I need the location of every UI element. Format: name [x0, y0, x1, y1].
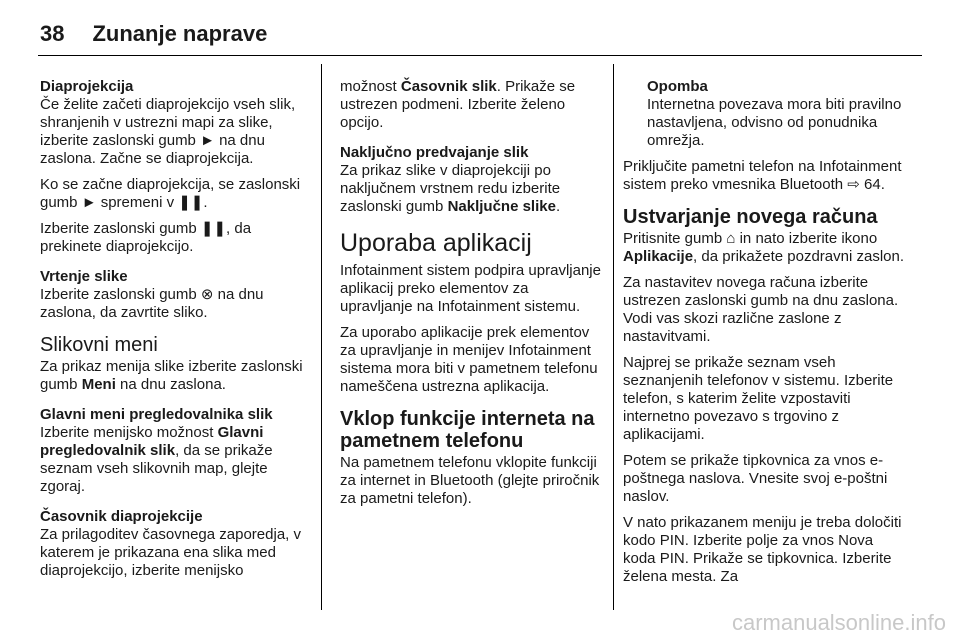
watermark: carmanualsonline.info [731, 610, 946, 635]
column-1 [40, 64, 312, 588]
paragraph: Na pametnem telefonu vklopite funkciji za internet in Bluetooth (glejte priročnik za pametni telefon). [340, 454, 600, 507]
note-text: Internetna povezava mora biti pravilno nastavljena, odvisno od ponudnika omrežja. [647, 96, 902, 149]
heading-slikovni-meni: Slikovni meni [40, 334, 158, 356]
paragraph: Če želite začeti diaprojekcijo vseh slik, shranjenih v ustrezni mapi za slike, izberite zaslonski gumb ► na dnu zaslona. Začne se diaprojekcija. [40, 96, 296, 167]
paragraph: Za nastavitev novega računa izberite ustrezen zaslonski gumb na dnu zaslona. Vodi vas skozi različne zaslone z nastavitvami. [623, 274, 899, 345]
paragraph: Najprej se prikaže seznam vseh seznanjenih telefonov v sistemu. Izberite telefon, s katerim želite vzpostaviti internetno povezavo s trgovino z aplikacijami. [623, 354, 894, 443]
column-2 [340, 64, 602, 516]
paragraph: Za prikaz slike v diaprojekciji po naključnem vrstnem redu izberite zaslonski gumb Naključne slike. [340, 162, 561, 215]
heading-vrtenje: Vrtenje slike [40, 268, 128, 285]
heading-diaprojekcija: Diaprojekcija [40, 78, 134, 95]
heading-uporaba-aplikacij: Uporaba aplikacij [340, 229, 532, 257]
page-header [40, 14, 267, 54]
paragraph: Za uporabo aplikacije prek elementov za upravljanje in menijev Infotainment sistema mora biti v pametnem telefonu nameščena ustrezna aplikacija. [340, 324, 598, 395]
paragraph: možnost Časovnik slik. Prikaže se ustrezen podmeni. Izberite želeno opcijo. [340, 78, 576, 131]
column-divider [321, 64, 322, 610]
header-rule [38, 55, 922, 56]
note-box [647, 78, 907, 150]
column-3 [623, 64, 907, 594]
paragraph: Priključite pametni telefon na Infotainment sistem preko vmesnika Bluetooth ⇨ 64. [623, 158, 902, 193]
heading-casovnik: Časovnik diaprojekcije [40, 508, 203, 525]
heading-ustvarjanje: Ustvarjanje novega računa [623, 206, 878, 228]
paragraph: Za prikaz menija slike izberite zaslonski gumb Meni na dnu zaslona. [40, 358, 303, 393]
page-number: 38 [40, 21, 65, 46]
note-title: Opomba [647, 78, 708, 95]
paragraph: V nato prikazanem meniju je treba določiti kodo PIN. Izberite polje za vnos Nova koda PIN. Prikaže se tipkovnica. Izberite želena mesta. Za [623, 514, 902, 585]
paragraph: Pritisnite gumb ⌂ in nato izberite ikono Aplikacije, da prikažete pozdravni zaslon. [623, 230, 904, 265]
column-divider [613, 64, 614, 610]
paragraph: Infotainment sistem podpira upravljanje aplikacij preko elementov za upravljanje na Infotainment sistemu. [340, 262, 601, 315]
paragraph: Potem se prikaže tipkovnica za vnos e-poštnega naslova. Vnesite svoj e-poštni naslov. [623, 452, 888, 505]
heading-vklop: Vklop funkcije interneta na pametnem telefonu [340, 408, 595, 452]
page-title: Zunanje naprave [92, 21, 268, 46]
paragraph: Ko se začne diaprojekcija, se zaslonski gumb ► spremeni v ❚❚. [40, 176, 301, 211]
heading-nakljucno: Naključno predvajanje slik [340, 144, 529, 161]
paragraph: Za prilagoditev časovnega zaporedja, v katerem je prikazana ena slika med diaprojekcijo, izberite menijsko [40, 526, 301, 579]
paragraph: Izberite zaslonski gumb ❚❚, da prekinete diaprojekcijo. [40, 220, 252, 255]
heading-glavni-meni: Glavni meni pregledovalnika slik [40, 406, 273, 423]
paragraph: Izberite menijsko možnost Glavni pregledovalnik slik, da se prikaže seznam vseh slikovnih map, glejte zgoraj. [40, 424, 273, 495]
paragraph: Izberite zaslonski gumb ⊗ na dnu zaslona, da zavrtite sliko. [40, 286, 264, 321]
